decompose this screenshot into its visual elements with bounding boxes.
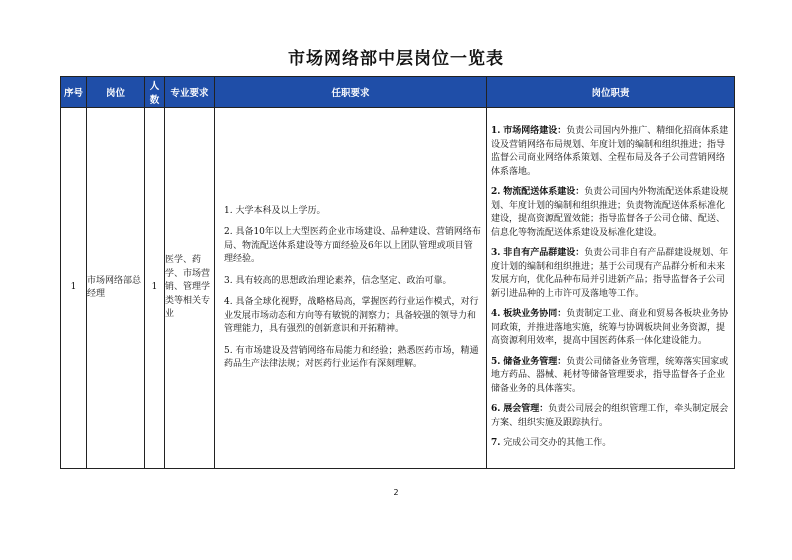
duty-item (491, 356, 730, 397)
duty-label: 市场网络建设： (503, 126, 567, 137)
duties-list (487, 125, 734, 451)
requirement-item: 3. 具有较高的思想政治理论素养，信念坚定、政治可靠。 (224, 275, 452, 286)
duty-label: 展会管理： (503, 404, 549, 415)
duty-text: 完成公司交办的其他工作。 (503, 438, 612, 449)
cell-position: 市场网络部总经理 (87, 108, 145, 469)
duty-text: 负责制定工业、商业和贸易各板块业务协同政策，并推进落地实施，统筹与协调板块间业务资源，提高资源利用效率，提高中国医药体系一体化建设能力。 (491, 309, 729, 347)
duty-text: 负责公司储备业务管理，统筹落实国家或地方药品、器械、耗材等储备管理要求，指导监督各子企业储备业务的具体落实。 (491, 356, 729, 394)
duty-item (491, 247, 730, 301)
positions-table (60, 76, 735, 469)
table-header-row (61, 77, 735, 108)
duty-text: 负责公司展会的组织管理工作，牵头制定展会方案、组织实施及跟踪执行。 (491, 404, 729, 428)
header-duties: 岗位职责 (487, 77, 735, 108)
duty-number: 3. (491, 248, 501, 259)
page-number: 2 (393, 488, 399, 497)
requirement-item: 5. 有市场建设及营销网络布局能力和经验；熟悉医药市场，精通药品生产法律法规；对医药行业运作有深刻理解。 (224, 345, 479, 369)
duty-item (491, 308, 730, 349)
header-position: 岗位 (87, 77, 145, 108)
duty-label: 物流配送体系建设： (503, 187, 585, 198)
duty-label: 非自有产品群建设： (503, 248, 585, 259)
duty-number: 7. (491, 438, 501, 449)
table-row (61, 108, 735, 469)
duty-number: 6. (491, 404, 501, 415)
requirement-item: 4. 具备全球化视野，战略格局高，掌握医药行业运作模式，对行业发展市场动态和方向等有敏锐的洞察力；具备较强的领导力和管理能力，具有强烈的创新意识和开拓精神。 (224, 297, 479, 334)
cell-count: 1 (145, 108, 165, 469)
duty-item (491, 186, 730, 240)
cell-no: 1 (61, 108, 87, 469)
header-count: 人数 (145, 77, 165, 108)
requirement-item: 2. 具备10年以上大型医药企业市场建设、品种建设、营销网络布局、物流配送体系建设等方面经验及6年以上团队管理或项目管理经验。 (224, 227, 481, 264)
duty-number: 4. (491, 309, 501, 320)
duty-number: 1. (491, 126, 501, 137)
page-title: 市场网络部中层岗位一览表 (288, 49, 504, 69)
duty-text: 负责公司非自有产品群建设规划、年度计划的编制和组织推进；基于公司现有产品群分析和未来发展方向，优化品种布局并引进新产品；指导监督各子公司新引进品种的上市许可及落地等工作。 (491, 248, 729, 299)
duty-item (491, 403, 730, 430)
requirements-list (215, 205, 486, 372)
header-no: 序号 (61, 77, 87, 108)
cell-duties (487, 108, 735, 469)
cell-major: 医学、药学、市场营销、管理学类等相关专业 (165, 108, 215, 469)
duty-item (491, 125, 730, 179)
duty-number: 2. (491, 187, 501, 198)
duty-text: 负责公司国内外物流配送体系建设规划、年度计划的编制和组织推进；负责物流配送体系标准化建设，提高资源配置效能；指导监督各子公司仓储、配送、信息化等物流配送体系建设及标准化建设。 (491, 187, 729, 238)
header-requirements: 任职要求 (215, 77, 487, 108)
duty-item (491, 437, 730, 451)
duty-label: 板块业务协同： (503, 309, 567, 320)
duty-text: 负责公司国内外推广、精细化招商体系建设及营销网络布局规划、年度计划的编制和组织推进；指导监督公司商业网络体系策划、全程布局及各子公司营销网络体系落地。 (491, 126, 729, 177)
header-major: 专业要求 (165, 77, 215, 108)
cell-requirements (215, 108, 487, 469)
duty-label: 储备业务管理： (503, 356, 567, 367)
requirement-item: 1. 大学本科及以上学历。 (224, 205, 326, 216)
duty-number: 5. (491, 356, 501, 367)
